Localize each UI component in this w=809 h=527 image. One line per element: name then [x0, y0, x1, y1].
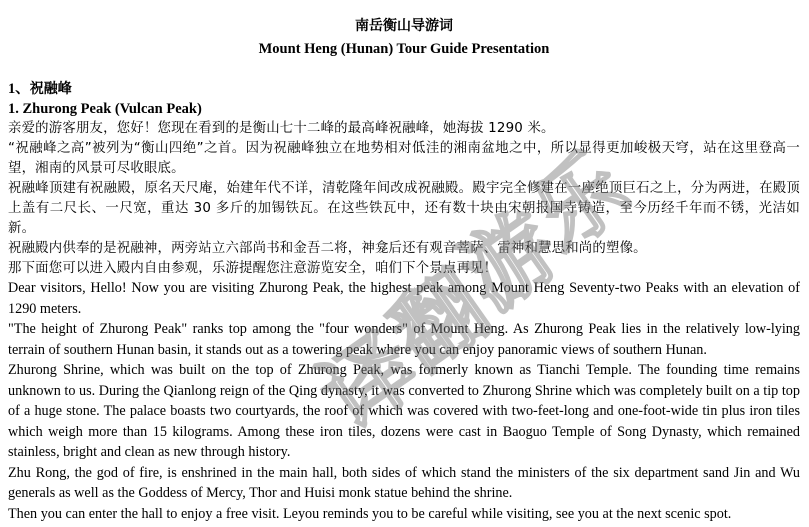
watermark-glyph: 游 — [442, 192, 577, 331]
paragraph-cn: “祝融峰之高”被列为“衡山四绝”之首。因为祝融峰独立在地势相对低洼的湘南盆地之中，所以显得更加峻极天穹，站在这里登高一望，湘南的风景可尽收眼底。 — [8, 141, 800, 176]
paragraph-en: Dear visitors, Hello! Now you are visiting Zhurong Peak, the highest peak among Mount Heng Seventy-two Peaks with an elevation of 1290 meters. — [8, 280, 800, 317]
watermark-glyph: 翻 — [372, 252, 507, 391]
paragraph-cn: 祝融殿内供奉的是祝融神，两旁站立六部尚书和金吾二将，神龛后还有观音菩萨、雷神和慧思和尚的塑像。 — [8, 241, 647, 256]
paragraph-en: Zhurong Shrine, which was built on the top of Zhurong Peak, was formerly known as Tianchi Temple. The founding time remains unknown to us. During the Qianlong reign of the Qing dynasty, it was converted to Zhurong Shrine which was completely built on a tip top of a huge stone. The palace boasts two courtyards, the roof of which was covered with two-feet-long and one-foot-wide tin plus iron tiles which weigh more than 15 kilograms. Among these iron tiles, dozens were cast in Baoguo Temple of Song Dynasty, which remained stainless, bright and clean as new through history. — [8, 362, 800, 460]
chinese-body — [8, 119, 800, 279]
section-title: 祝融峰 — [29, 81, 72, 97]
document-title-chinese: 南岳衡山导游词 — [355, 18, 453, 34]
watermark-glyph: 译 — [302, 312, 437, 451]
section-heading-english: 1. Zhurong Peak (Vulcan Peak) — [8, 101, 202, 117]
paragraph-en: Then you can enter the hall to enjoy a free visit. Leyou reminds you to be careful while visiting, see you at the next scenic spot. — [8, 505, 732, 522]
paragraph-en: Zhu Rong, the god of fire, is enshrined in the main hall, both sides of which stand the ministers of the six department sand Jin and Wu generals as well as the Goddess of Mercy, Thor and Huisi monk statue behind the shrine. — [8, 464, 800, 501]
document-title-english: Mount Heng (Hunan) Tour Guide Presentation — [258, 41, 550, 57]
paragraph-cn: 亲爱的游客朋友，您好！您现在看到的是衡山七十二峰的最高峰祝融峰，她海拔 1290 米。 — [8, 121, 555, 136]
watermark-glyph: 乐 — [512, 132, 647, 271]
paragraph-cn: 那下面您可以进入殿内自由参观，乐游提醒您注意游览安全，咱们下个景点再见！ — [8, 261, 498, 276]
paragraph-cn: 祝融峰顶建有祝融殿，原名天尺庵，始建年代不详，清乾隆年间改成祝融殿。殿宇完全修建在一座绝顶巨石之上，分为两进，在殿顶上盖有二尺长、一尺宽，重达 30 多斤的加锡铁瓦。在这些铁瓦中，还有数十块由宋朝报国寺铸造，至今历经千年而不锈，光洁如新。 — [8, 181, 800, 236]
section-number: 1、 — [8, 81, 30, 97]
paragraph-en: "The height of Zhurong Peak" ranks top among the "four wonders" of Mount Heng. As Zhurong Peak lies in the relatively low-lying terrain of southern Hunan basin, it stands out as a towering peak where you can enjoy panoramic views of southern Hunan. — [8, 321, 800, 358]
section-heading-chinese — [8, 79, 72, 99]
english-body — [8, 278, 800, 524]
